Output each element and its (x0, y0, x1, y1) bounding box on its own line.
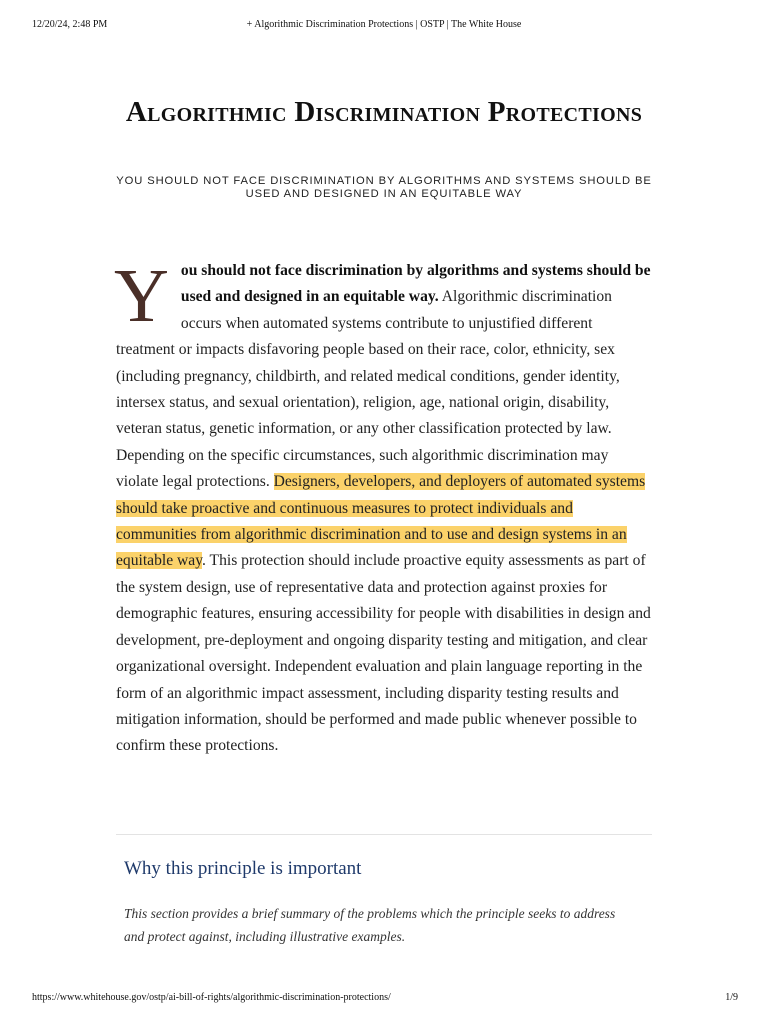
article-body (114, 254, 654, 760)
section-summary: This section provides a brief summary of the problems which the principle seeks to address and protect against, including illustrative examples. (124, 906, 616, 944)
print-header (0, 19, 768, 33)
drop-cap-letter: Y (114, 254, 169, 338)
lead-sentence: ou should not face discrimination by algorithms and systems should be used and designed in an equitable way. (180, 262, 651, 306)
section-divider (116, 834, 652, 835)
print-datetime: 12/20/24, 2:48 PM (32, 19, 108, 30)
body-text-part-1: Algorithmic discrimination occurs when automated systems contribute to unjustified different treatment or impacts disfavoring people based on their race, color, ethnicity, sex (including pregnancy, childbirth, and related medical conditions, gender identity, intersex status, and sexual orientation), religion, age, national origin, disability, veteran status, genetic information, or any other classification protected by law. Depending on the specific circumstances, such algorithmic discrimination may violate legal protections. (116, 288, 620, 491)
page-subtitle: YOU SHOULD NOT FACE DISCRIMINATION BY ALGORITHMS AND SYSTEMS SHOULD BE USED AND DESIGNED IN AN EQUITABLE WAY (116, 175, 652, 200)
print-page-title: + Algorithmic Discrimination Protections | OSTP | The White House (246, 19, 522, 30)
page-title: Algorithmic Discrimination Protections (125, 96, 643, 128)
highlighted-passage: Designers, developers, and deployers of automated systems should take proactive and continuous measures to protect individuals and communities from algorithmic discrimination and to use and design systems in an equitable way (116, 473, 646, 570)
page-number: 1/9 (725, 992, 738, 1003)
print-url: https://www.whitehouse.gov/ostp/ai-bill-of-rights/algorithmic-discrimination-protections/ (32, 992, 391, 1003)
body-text-part-2: . This protection should include proactive equity assessments as part of the system design, use of representative data and protection against proxies for demographic features, ensuring accessibility for people with disabilities in design and development, pre-deployment and ongoing disparity testing and mitigation, and clear organizational oversight. Independent evaluation and plain language reporting in the form of an algorithmic impact assessment, including disparity testing results and mitigation information, should be performed and made public whenever possible to confirm these protections. (116, 552, 651, 755)
section-heading: Why this principle is important (124, 858, 362, 879)
print-footer (0, 992, 768, 1006)
